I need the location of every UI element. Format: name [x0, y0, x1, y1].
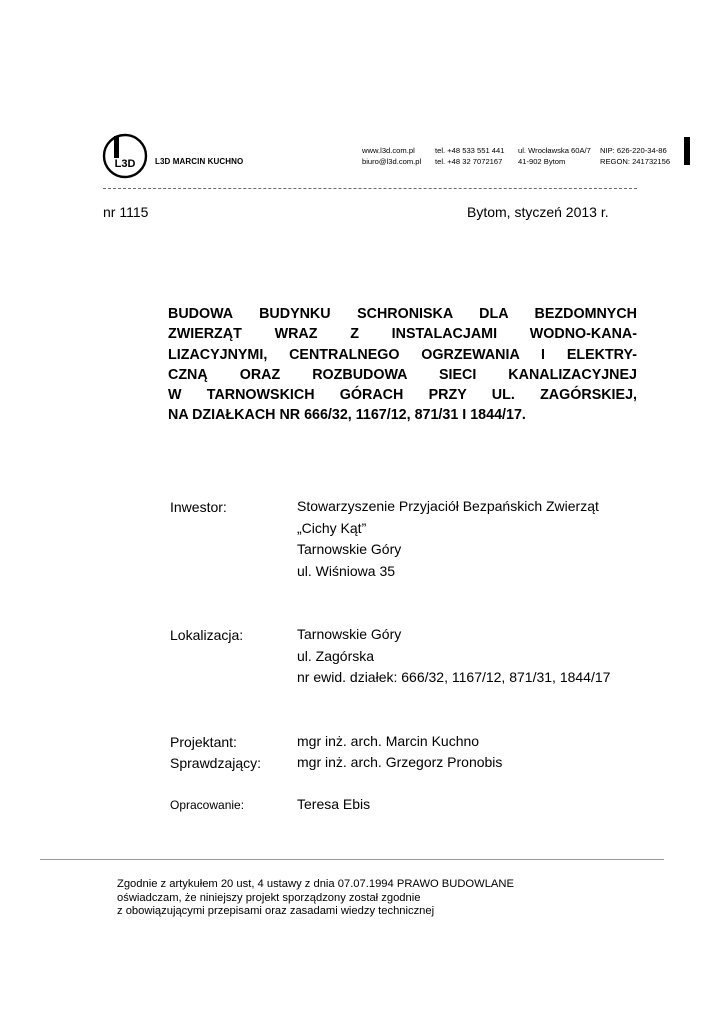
contact-address-block — [518, 145, 591, 167]
footer-divider — [40, 859, 664, 860]
legal-line: Zgodnie z artykułem 20 ust, 4 ustawy z dnia 07.07.1994 PRAWO BUDOWLANE — [117, 878, 514, 890]
company-name: L3D MARCIN KUCHNO — [155, 157, 244, 166]
title-line: ZWIERZĄT WRAZ Z INSTALACJAMI WODNO-KANA- — [168, 326, 637, 343]
address-city: 41-902 Bytom — [518, 157, 566, 166]
company-logo — [100, 130, 150, 180]
location-value — [297, 624, 610, 689]
investor-line: Tarnowskie Góry — [297, 541, 402, 557]
title-line: NA DZIAŁKACH NR 666/32, 1167/12, 871/31 I 1844/17. — [168, 407, 526, 424]
location-line: ul. Zagórska — [297, 647, 375, 664]
designer-value: mgr inż. arch. Marcin Kuchno — [297, 733, 480, 749]
phone-landline: tel. +48 32 7072167 — [435, 157, 503, 166]
contact-phone-block — [435, 145, 504, 167]
regon-number: REGON: 241732156 — [600, 157, 671, 166]
location-label: Lokalizacja: — [170, 627, 244, 643]
title-line: W TARNOWSKICH GÓRACH PRZY UL. ZAGÓRSKIEJ, — [168, 387, 637, 404]
address-street: ul. Wrocławska 60A/7 — [518, 146, 591, 155]
location-line: Tarnowskie Góry — [297, 626, 402, 642]
investor-line: ul. Wiśniowa 35 — [297, 562, 396, 579]
title-line: BUDOWA BUDYNKU SCHRONISKA DLA BEZDOMNYCH — [168, 306, 637, 322]
margin-marker — [684, 137, 690, 165]
document-number: nr 1115 — [103, 204, 149, 220]
designer-label: Projektant: — [170, 734, 237, 750]
prepared-label: Opracowanie: — [170, 798, 245, 812]
legal-statement — [117, 878, 514, 919]
document-date: Bytom, styczeń 2013 r. — [467, 204, 609, 220]
legal-line: oświadczam, że niniejszy projekt sporządzony został zgodnie — [117, 891, 421, 904]
prepared-value: Teresa Ebis — [297, 796, 371, 812]
title-line: CZNĄ ORAZ ROZBUDOWA SIECI KANALIZACYJNEJ — [168, 366, 637, 383]
checker-label: Sprawdzający: — [170, 755, 262, 771]
legal-line: z obowiązującymi przepisami oraz zasadami wiedzy technicznej — [117, 905, 435, 918]
investor-value — [297, 496, 599, 582]
email-link[interactable]: biuro@l3d.com.pl — [362, 157, 422, 166]
phone-mobile: tel. +48 533 551 441 — [435, 146, 505, 155]
checker-value: mgr inż. arch. Grzegorz Pronobis — [297, 754, 503, 770]
location-line: nr ewid. działek: 666/32, 1167/12, 871/31, 1844/17 — [297, 669, 611, 685]
project-title — [168, 304, 637, 426]
logo-mark-text: L3D — [114, 158, 136, 170]
investor-label: Inwestor: — [170, 499, 227, 515]
contact-web-block — [362, 145, 421, 167]
investor-line: „Cichy Kąt” — [297, 519, 367, 536]
title-line: LIZACYJNYMI, CENTRALNEGO OGRZEWANIA I ELEKTRY- — [168, 346, 637, 363]
investor-line: Stowarzyszenie Przyjaciół Bezpańskich Zwierząt — [297, 498, 599, 514]
website-link[interactable]: www.l3d.com.pl — [362, 146, 415, 155]
nip-number: NIP: 626-220-34-86 — [600, 146, 667, 155]
header-divider — [103, 188, 637, 189]
contact-registry-block — [600, 145, 670, 167]
